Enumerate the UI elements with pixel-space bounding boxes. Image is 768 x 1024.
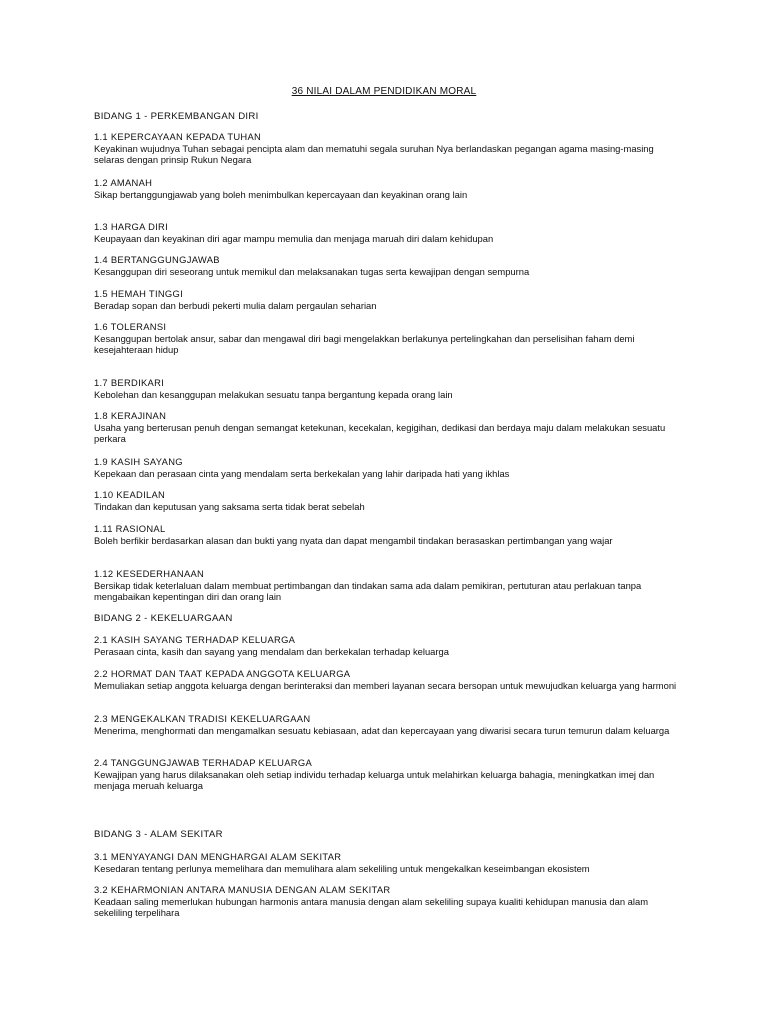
value-item	[94, 131, 684, 166]
value-title: 3.2 KEHARMONIAN ANTARA MANUSIA DENGAN ALAM SEKITAR	[94, 884, 391, 895]
value-item	[94, 321, 684, 356]
value-title: 1.4 BERTANGGUNGJAWAB	[94, 254, 220, 265]
value-description: Usaha yang berterusan penuh dengan semangat ketekunan, kecekalan, kegigihan, dedikasi dan berdaya maju dalam melakukan sesuatu perkara	[94, 421, 666, 445]
value-item	[94, 177, 684, 200]
value-description: Perasaan cinta, kasih dan sayang yang mendalam dan berkekalan terhadap keluarga	[94, 645, 449, 657]
value-title: 2.1 KASIH SAYANG TERHADAP KELUARGA	[94, 634, 296, 645]
value-description: Keadaan saling memerlukan hubungan harmonis antara manusia dengan alam sekeliling supaya kualiti kehidupan manusia dan alam sekeliling terpelihara	[94, 895, 648, 919]
value-title: 3.1 MENYAYANGI DAN MENGHARGAI ALAM SEKITAR	[94, 851, 342, 862]
value-description: Kepekaan dan perasaan cinta yang mendalam serta berkekalan yang lahir daripada hati yang ikhlas	[94, 467, 510, 479]
value-description: Kebolehan dan kesanggupan melakukan sesuatu tanpa bergantung kepada orang lain	[94, 388, 453, 400]
value-title: 1.7 BERDIKARI	[94, 377, 165, 388]
value-title: 1.10 KEADILAN	[94, 489, 166, 500]
value-title: 1.12 KESEDERHANAAN	[94, 568, 205, 579]
value-title: 1.2 AMANAH	[94, 177, 153, 188]
value-description: Beradap sopan dan berbudi pekerti mulia dalam pergaulan seharian	[94, 299, 377, 311]
value-description: Tindakan dan keputusan yang saksama serta tidak berat sebelah	[94, 500, 365, 512]
value-title: 1.9 KASIH SAYANG	[94, 456, 183, 467]
section-heading: BIDANG 1 - PERKEMBANGAN DIRI	[94, 111, 259, 122]
value-description: Kesedaran tentang perlunya memelihara dan memulihara alam sekeliling untuk mengekalkan keseimbangan ekosistem	[94, 862, 590, 874]
value-item	[94, 568, 684, 603]
value-item	[94, 634, 684, 657]
value-description: Sikap bertanggungjawab yang boleh menimbulkan kepercayaan dan keyakinan orang lain	[94, 188, 468, 200]
value-title: 1.8 KERAJINAN	[94, 410, 167, 421]
value-item	[94, 757, 684, 792]
value-title: 2.3 MENGEKALKAN TRADISI KEKELUARGAAN	[94, 713, 311, 724]
value-item	[94, 456, 684, 479]
value-description: Kesanggupan diri seseorang untuk memikul dan melaksanakan tugas serta kewajipan dengan sempurna	[94, 265, 530, 277]
value-item	[94, 410, 684, 445]
value-title: 1.3 HARGA DIRI	[94, 221, 169, 232]
value-description: Memuliakan setiap anggota keluarga dengan berinteraksi dan memberi layanan secara bersopan untuk mewujudkan keluarga yang harmoni	[94, 679, 677, 691]
value-description: Keupayaan dan keyakinan diri agar mampu memulia dan menjaga maruah diri dalam kehidupan	[94, 232, 494, 244]
value-title: 1.5 HEMAH TINGGI	[94, 288, 184, 299]
value-description: Boleh berfikir berdasarkan alasan dan bukti yang nyata dan dapat mengambil tindakan berasaskan pertimbangan yang wajar	[94, 534, 613, 546]
value-item	[94, 668, 684, 691]
value-item	[94, 377, 684, 400]
value-description: Kesanggupan bertolak ansur, sabar dan mengawal diri bagi mengelakkan berlakunya pertelingkahan dan perselisihan faham demi kesejahteraan hidup	[94, 332, 635, 356]
value-title: 1.11 RASIONAL	[94, 523, 166, 534]
value-description: Keyakinan wujudnya Tuhan sebagai pencipta alam dan mematuhi segala suruhan Nya berlandaskan pegangan agama masing-masing selaras dengan prinsip Rukun Negara	[94, 142, 654, 166]
section-heading: BIDANG 3 - ALAM SEKITAR	[94, 829, 223, 840]
value-item	[94, 851, 684, 874]
value-title: 2.2 HORMAT DAN TAAT KEPADA ANGGOTA KELUARGA	[94, 668, 351, 679]
document-title: 36 NILAI DALAM PENDIDIKAN MORAL	[291, 86, 477, 97]
value-item	[94, 523, 684, 546]
value-item	[94, 254, 684, 277]
value-item	[94, 489, 684, 512]
value-item	[94, 288, 684, 311]
value-item	[94, 884, 684, 919]
value-description: Bersikap tidak keterlaluan dalam membuat pertimbangan dan tindakan sama ada dalam pemikiran, pertuturan atau perlakuan tanpa mengabaikan kepentingan diri dan orang lain	[94, 579, 642, 603]
value-item	[94, 221, 684, 244]
value-description: Menerima, menghormati dan mengamalkan sesuatu kebiasaan, adat dan kepercayaan yang diwarisi secara turun temurun dalam keluarga	[94, 724, 670, 736]
section-heading: BIDANG 2 - KEKELUARGAAN	[94, 613, 233, 624]
value-item	[94, 713, 684, 736]
value-title: 1.6 TOLERANSI	[94, 321, 167, 332]
value-title: 1.1 KEPERCAYAAN KEPADA TUHAN	[94, 131, 262, 142]
value-title: 2.4 TANGGUNGJAWAB TERHADAP KELUARGA	[94, 757, 313, 768]
value-description: Kewajipan yang harus dilaksanakan oleh setiap individu terhadap keluarga untuk melahirkan keluarga bahagia, meningkatkan imej dan menjaga meruah keluarga	[94, 768, 655, 792]
